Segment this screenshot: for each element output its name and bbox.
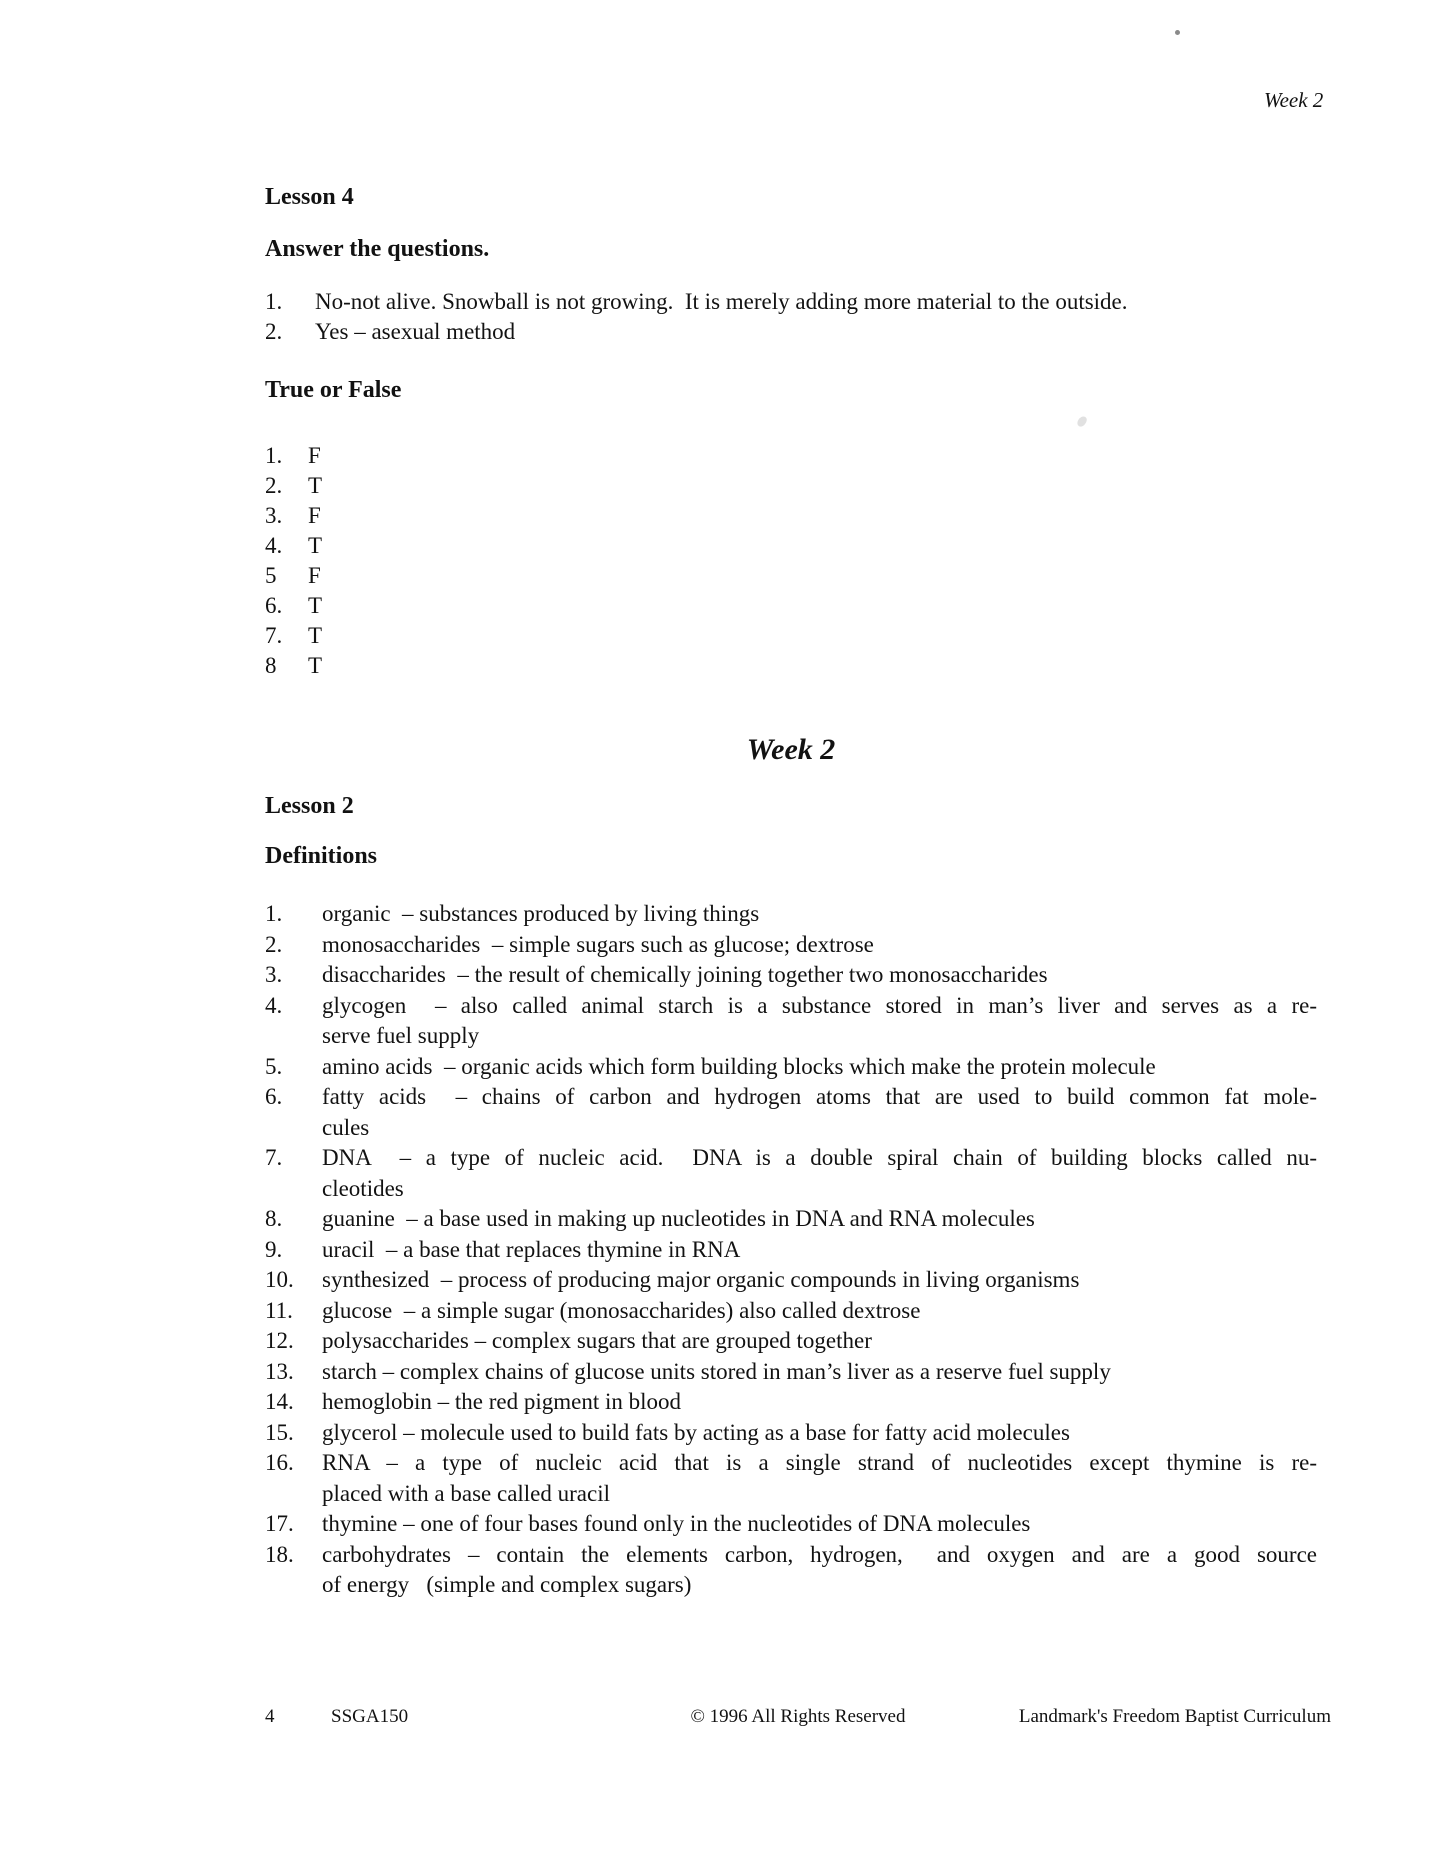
definition-line: organic – substances produced by living things bbox=[322, 901, 760, 926]
definition-item bbox=[265, 1082, 1317, 1143]
definitions-list bbox=[265, 899, 1317, 1601]
item-number: 2. bbox=[265, 319, 283, 344]
definition-line: uracil – a base that replaces thymine in RNA bbox=[322, 1236, 741, 1262]
item-number: 6. bbox=[265, 1084, 283, 1109]
definition-text bbox=[322, 899, 1317, 930]
definition-item bbox=[265, 1204, 1317, 1235]
item-number: 7. bbox=[265, 623, 283, 648]
answer-text: Yes – asexual method bbox=[315, 319, 516, 344]
definition-text bbox=[322, 1204, 1317, 1235]
lesson4-heading: Lesson 4 bbox=[265, 184, 354, 210]
item-number: 2. bbox=[265, 931, 283, 957]
definition-text bbox=[322, 1235, 1317, 1266]
true-false-item bbox=[265, 561, 1317, 591]
definition-line: cleotides bbox=[322, 1175, 404, 1201]
definition-line: hemoglobin – the red pigment in blood bbox=[322, 1389, 682, 1414]
item-number: 14. bbox=[265, 1389, 294, 1414]
definition-line: disaccharides – the result of chemically joining together two monosaccharides bbox=[322, 962, 1048, 987]
definition-line: carbohydrates – contain the elements carbon, hydrogen, and oxygen and are a good source bbox=[322, 1541, 1317, 1567]
footer-copyright: © 1996 All Rights Reserved bbox=[690, 1706, 906, 1727]
answer-item bbox=[265, 317, 1317, 347]
item-number: 17. bbox=[265, 1511, 294, 1536]
scan-artifact-mark bbox=[1076, 415, 1088, 428]
item-number: 1. bbox=[265, 443, 283, 468]
definition-item bbox=[265, 899, 1317, 930]
item-number: 18. bbox=[265, 1541, 294, 1567]
definition-line: glycerol – molecule used to build fats by acting as a base for fatty acid molecules bbox=[322, 1419, 1070, 1445]
page-footer bbox=[265, 1694, 1331, 1730]
definition-text bbox=[322, 930, 1317, 961]
definition-text bbox=[322, 1265, 1317, 1296]
definition-item bbox=[265, 1387, 1317, 1418]
item-number: 9. bbox=[265, 1236, 283, 1262]
definition-text bbox=[322, 1296, 1317, 1327]
definition-text bbox=[322, 1418, 1317, 1449]
definition-text bbox=[322, 1387, 1317, 1418]
true-false-value: F bbox=[308, 503, 321, 528]
true-false-value: F bbox=[308, 443, 321, 468]
definition-item bbox=[265, 1235, 1317, 1266]
definition-item bbox=[265, 991, 1317, 1052]
item-number: 12. bbox=[265, 1328, 294, 1353]
item-number: 13. bbox=[265, 1358, 294, 1384]
definition-line: starch – complex chains of glucose units stored in man’s liver as a reserve fuel supply bbox=[322, 1358, 1111, 1384]
definition-text bbox=[322, 1448, 1317, 1509]
definition-text bbox=[322, 960, 1317, 991]
item-number: 5 bbox=[265, 563, 277, 588]
true-false-item bbox=[265, 471, 1317, 501]
definition-text bbox=[322, 1357, 1317, 1388]
definition-line: serve fuel supply bbox=[322, 1023, 480, 1048]
definition-line: of energy (simple and complex sugars) bbox=[322, 1572, 692, 1597]
definition-line: cules bbox=[322, 1114, 370, 1140]
week2-section-heading: Week 2 bbox=[746, 733, 836, 766]
true-false-list bbox=[265, 441, 1317, 681]
definition-line: placed with a base called uracil bbox=[322, 1480, 610, 1506]
definition-item bbox=[265, 1265, 1317, 1296]
definition-text bbox=[322, 1082, 1317, 1143]
definition-item bbox=[265, 1052, 1317, 1083]
definition-line: amino acids – organic acids which form building blocks which make the protein molecule bbox=[322, 1053, 1156, 1079]
definition-item bbox=[265, 1418, 1317, 1449]
item-number: 2. bbox=[265, 473, 283, 498]
item-number: 1. bbox=[265, 289, 283, 314]
item-number: 6. bbox=[265, 593, 283, 618]
definition-line: DNA – a type of nucleic acid. DNA is a double spiral chain of building blocks called nu- bbox=[322, 1145, 1317, 1170]
answer-text: No-not alive. Snowball is not growing. It is merely adding more material to the outside. bbox=[315, 289, 1128, 314]
item-number: 8. bbox=[265, 1206, 283, 1231]
item-number: 7. bbox=[265, 1145, 283, 1170]
scan-artifact-dot bbox=[1175, 30, 1180, 35]
definition-line: glucose – a simple sugar (monosaccharides) also called dextrose bbox=[322, 1297, 921, 1323]
item-number: 3. bbox=[265, 503, 283, 528]
item-number: 15. bbox=[265, 1419, 294, 1445]
item-number: 3. bbox=[265, 962, 283, 987]
lesson2-heading: Lesson 2 bbox=[265, 793, 354, 819]
definition-line: monosaccharides – simple sugars such as glucose; dextrose bbox=[322, 931, 874, 957]
footer-publisher: Landmark's Freedom Baptist Curriculum bbox=[1018, 1706, 1331, 1727]
definition-line: glycogen – also called animal starch is a substance stored in man’s liver and serves as a re- bbox=[322, 992, 1317, 1018]
definition-item bbox=[265, 1326, 1317, 1357]
definition-item bbox=[265, 1509, 1317, 1540]
answer-questions-heading: Answer the questions. bbox=[265, 236, 490, 262]
true-false-value: T bbox=[308, 623, 323, 648]
answer-item bbox=[265, 287, 1317, 317]
true-false-item bbox=[265, 651, 1317, 681]
definition-line: fatty acids – chains of carbon and hydrogen atoms that are used to build common fat mole- bbox=[322, 1084, 1317, 1109]
true-false-value: T bbox=[308, 473, 323, 498]
definition-text bbox=[322, 1052, 1317, 1083]
true-false-item bbox=[265, 501, 1317, 531]
true-false-item bbox=[265, 531, 1317, 561]
item-number: 10. bbox=[265, 1267, 294, 1292]
definition-text bbox=[322, 1143, 1317, 1204]
definition-item bbox=[265, 1357, 1317, 1388]
item-number: 4. bbox=[265, 992, 283, 1018]
true-false-item bbox=[265, 621, 1317, 651]
definition-line: guanine – a base used in making up nucleotides in DNA and RNA molecules bbox=[322, 1206, 1035, 1231]
definition-text bbox=[322, 991, 1317, 1052]
item-number: 5. bbox=[265, 1053, 283, 1079]
definition-item bbox=[265, 1540, 1317, 1601]
answers-list bbox=[265, 287, 1317, 347]
true-false-value: F bbox=[308, 563, 321, 588]
item-number: 1. bbox=[265, 901, 283, 926]
true-false-item bbox=[265, 441, 1317, 471]
definition-text bbox=[322, 1509, 1317, 1540]
definitions-heading: Definitions bbox=[265, 843, 378, 869]
item-number: 16. bbox=[265, 1450, 294, 1475]
item-number: 8 bbox=[265, 653, 277, 678]
true-false-value: T bbox=[308, 533, 323, 558]
definition-line: synthesized – process of producing major organic compounds in living organisms bbox=[322, 1267, 1080, 1292]
footer-code: SSGA150 bbox=[331, 1706, 409, 1727]
definition-line: polysaccharides – complex sugars that are grouped together bbox=[322, 1328, 872, 1353]
true-false-heading: True or False bbox=[265, 377, 402, 403]
definition-item bbox=[265, 960, 1317, 991]
definition-item bbox=[265, 1143, 1317, 1204]
definition-text bbox=[322, 1540, 1317, 1601]
item-number: 4. bbox=[265, 533, 283, 558]
definition-line: thymine – one of four bases found only in the nucleotides of DNA molecules bbox=[322, 1511, 1031, 1536]
definition-line: RNA – a type of nucleic acid that is a single strand of nucleotides except thymine is re- bbox=[322, 1450, 1317, 1475]
running-header-week: Week 2 bbox=[1264, 88, 1324, 112]
definition-item bbox=[265, 1296, 1317, 1327]
definition-item bbox=[265, 930, 1317, 961]
true-false-value: T bbox=[308, 653, 323, 678]
true-false-value: T bbox=[308, 593, 323, 618]
item-number: 11. bbox=[265, 1297, 293, 1323]
definition-item bbox=[265, 1448, 1317, 1509]
page-number: 4 bbox=[265, 1706, 275, 1727]
true-false-item bbox=[265, 591, 1317, 621]
definition-text bbox=[322, 1326, 1317, 1357]
